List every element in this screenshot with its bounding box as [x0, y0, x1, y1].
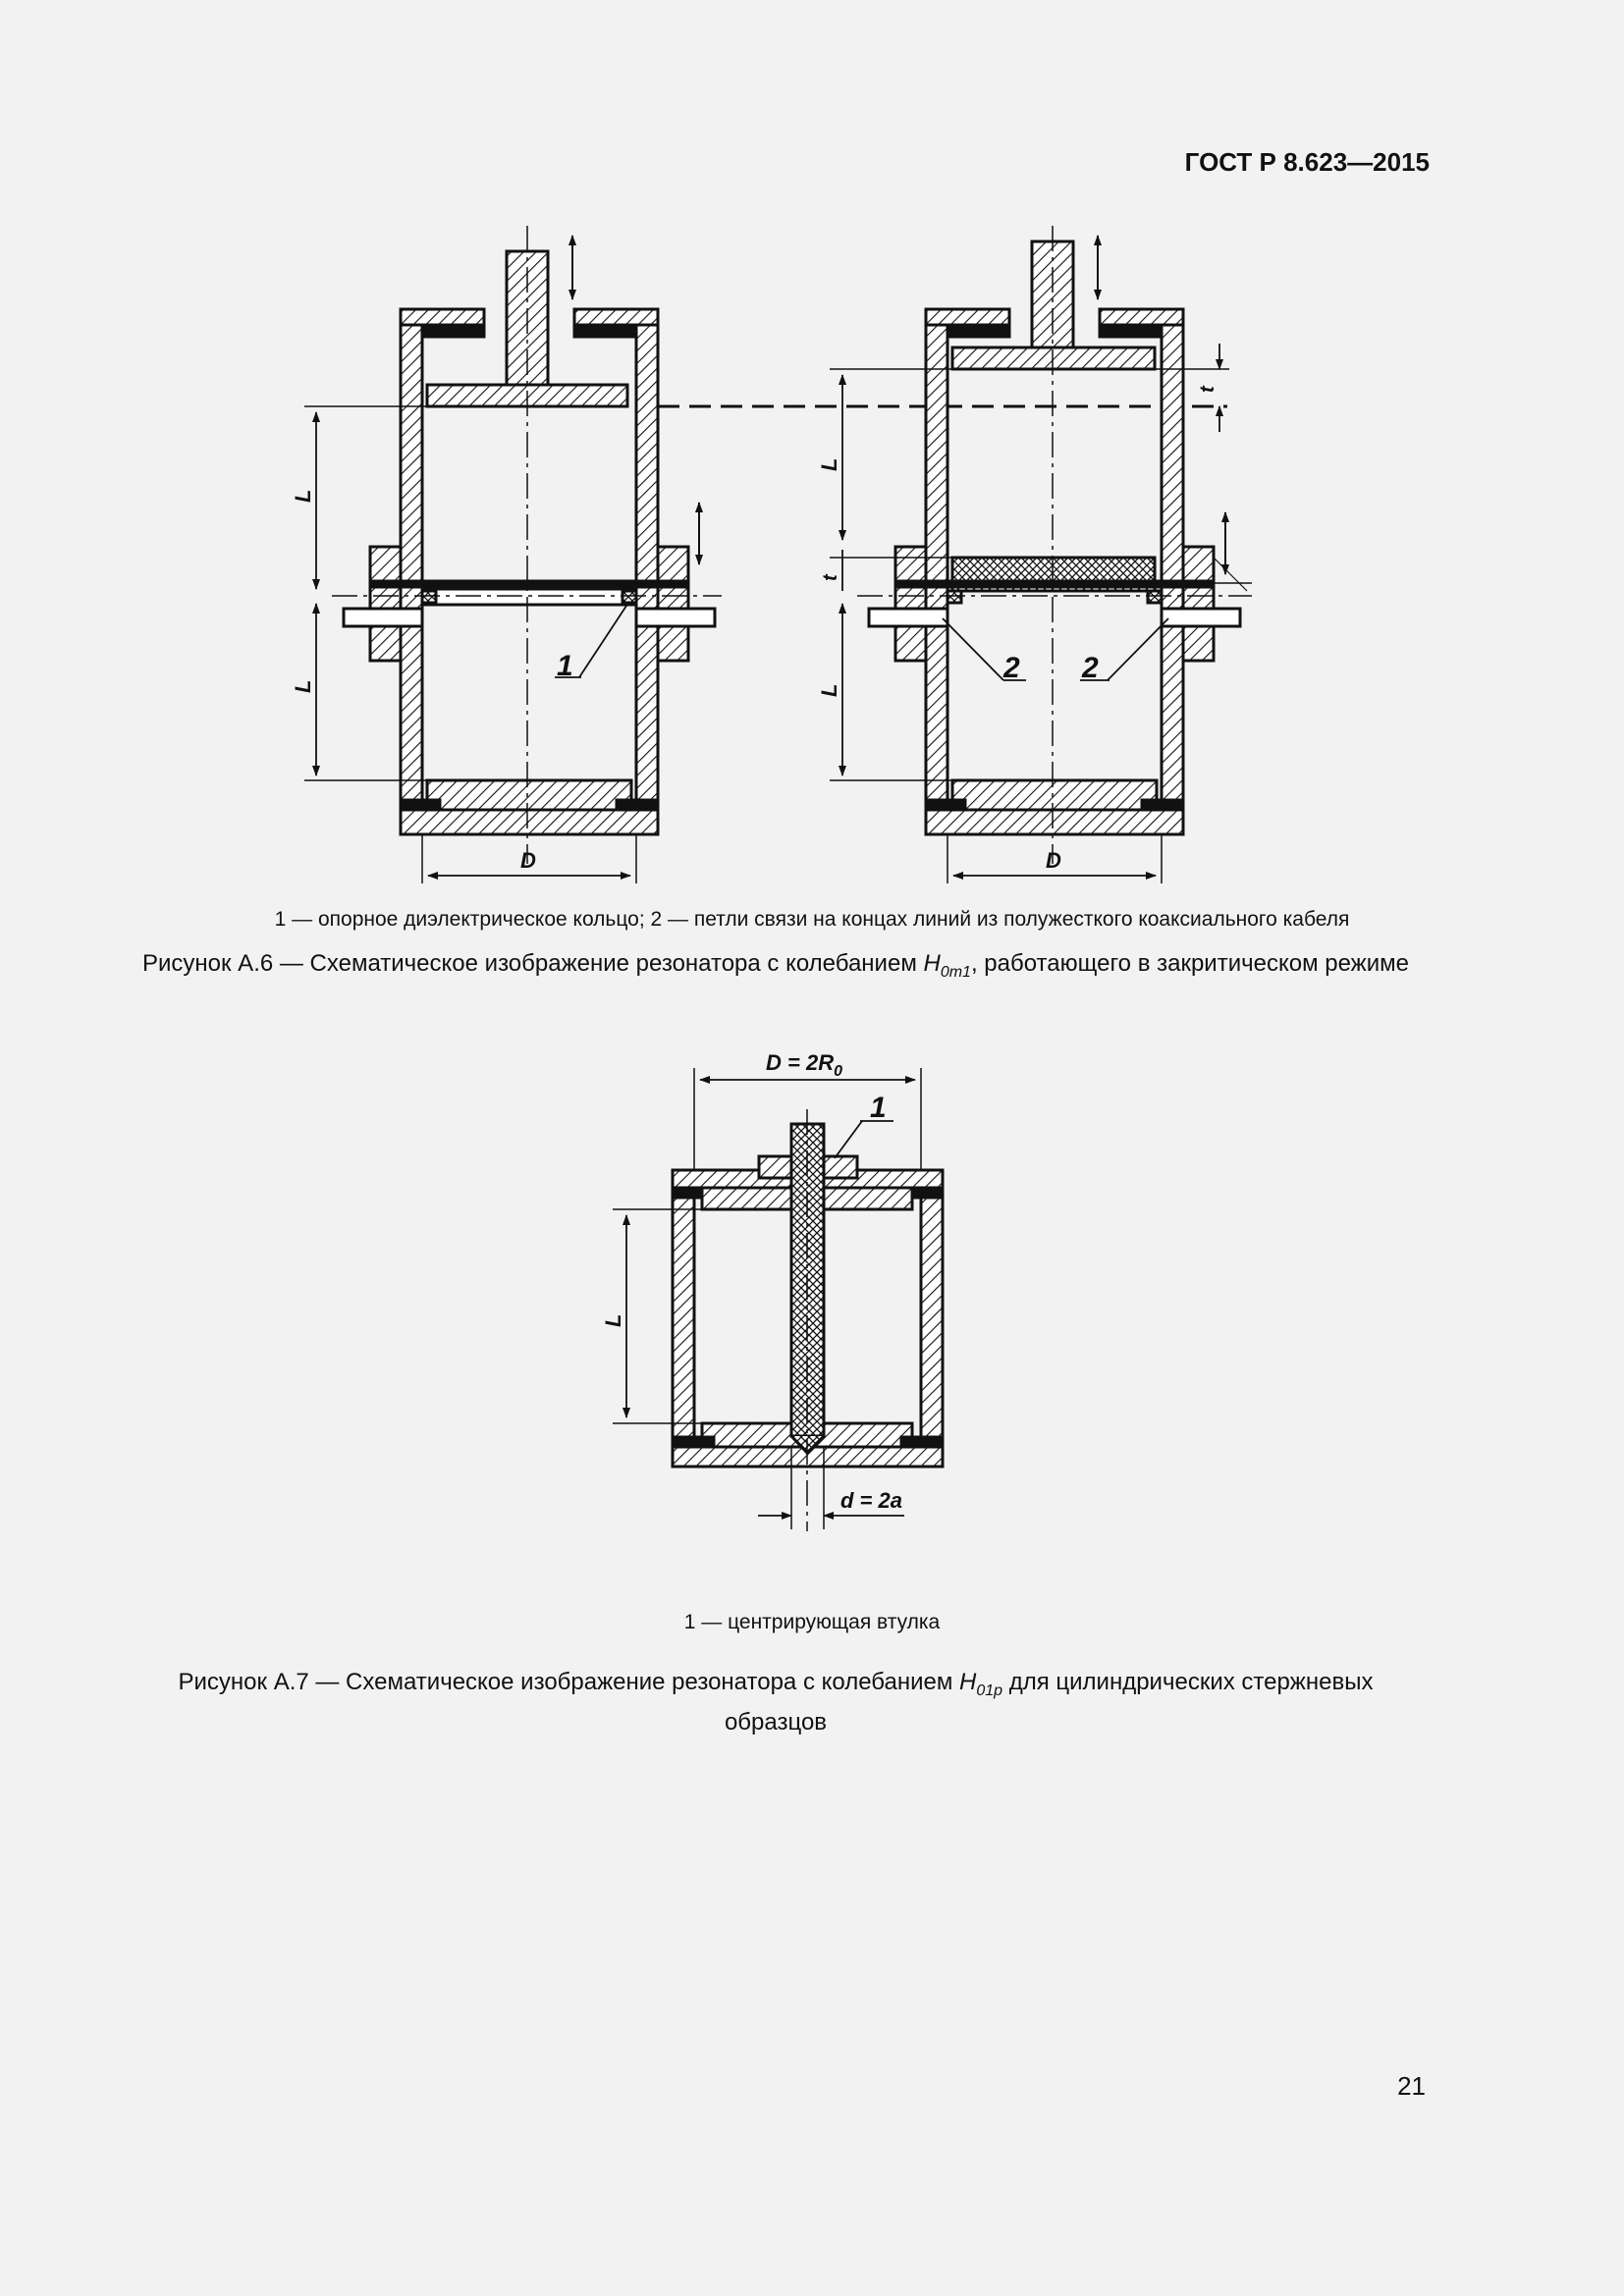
figure-a6-legend: 1 — опорное диэлектрическое кольцо; 2 — петли связи на концах линий из полужесткого коаксиального кабеля [274, 908, 1350, 931]
callout-1: 1 [870, 1092, 887, 1124]
callout-2: 2 [1082, 652, 1099, 684]
callout-leader [579, 603, 628, 677]
figure-a6-caption: Рисунок А.6 — Схематическое изображение резонатора с колебанием $H_{0m1}$, работающего в закритическом режиме [142, 950, 1409, 981]
dim-l-label: L [291, 679, 315, 693]
dim-t-label: t [1197, 386, 1218, 393]
resonator-left [344, 251, 715, 834]
standard-header: ГОСТ Р 8.623—2015 [1184, 147, 1430, 177]
dim-l-label: L [601, 1313, 625, 1327]
callout-leader [1108, 618, 1168, 680]
callout-2: 2 [1003, 652, 1020, 684]
dim-d-label: D [520, 848, 536, 873]
figure-a7-caption: Рисунок А.7 — Схематическое изображение резонатора с колебанием $H_{01p}$ для цилиндрических стержневых образцов [178, 1669, 1374, 1735]
dim-d-label: D [1046, 848, 1061, 873]
figure-a7-legend: 1 — центрирующая втулка [683, 1611, 941, 1633]
dim-d-outer-label: $D = 2R_0$ [766, 1050, 842, 1080]
dim-l-label: L [817, 457, 841, 471]
dim-l-label: L [291, 489, 315, 503]
callout-leader [835, 1121, 862, 1158]
page-number: 21 [1397, 2071, 1426, 2101]
resonator-right [869, 241, 1240, 834]
dim-d-rod-label: d = 2a [840, 1488, 902, 1513]
dim-t-label: t [820, 574, 841, 581]
dim-l-label: L [817, 683, 841, 697]
callout-1: 1 [557, 650, 573, 682]
extension-line [1214, 558, 1247, 591]
callout-leader [943, 618, 1003, 680]
